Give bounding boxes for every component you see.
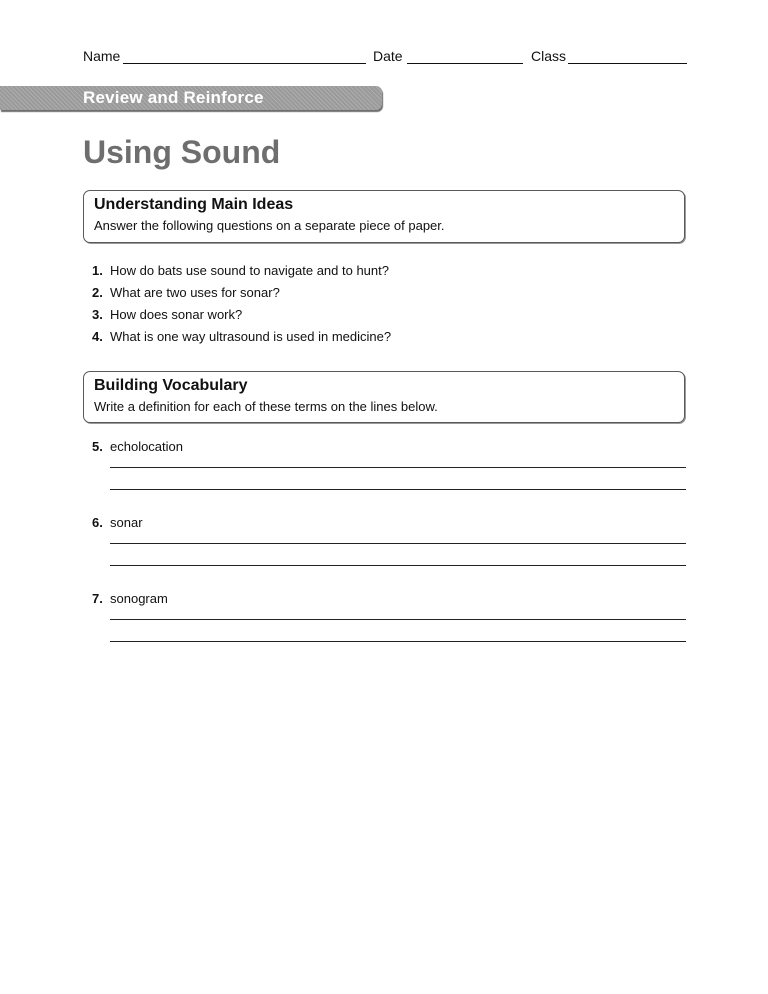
- vocabulary-box: [83, 371, 685, 423]
- date-label: Date: [373, 48, 403, 64]
- page-title: Using Sound: [83, 134, 281, 170]
- vocabulary-instruction: Write a definition for each of these terms on the lines below.: [94, 399, 438, 414]
- class-field: [531, 47, 687, 67]
- question-number: 1.: [92, 263, 103, 278]
- student-info-header: [83, 47, 687, 67]
- vocab-item: [92, 591, 686, 655]
- vocab-number: 6.: [92, 515, 103, 530]
- date-field: [373, 47, 523, 67]
- answer-line[interactable]: [110, 619, 686, 620]
- answer-line[interactable]: [110, 489, 686, 490]
- main-ideas-instruction: Answer the following questions on a separate piece of paper.: [94, 218, 445, 233]
- section-banner: [0, 86, 382, 110]
- question-text: How does sonar work?: [110, 307, 243, 322]
- vocabulary-heading: Building Vocabulary: [94, 377, 248, 394]
- question-number: 4.: [92, 329, 103, 344]
- vocab-term: sonogram: [110, 591, 168, 606]
- vocab-number: 5.: [92, 439, 103, 454]
- answer-line[interactable]: [110, 467, 686, 468]
- answer-line[interactable]: [110, 641, 686, 642]
- question-item: [92, 307, 682, 329]
- class-blank[interactable]: [568, 63, 687, 64]
- question-text: How do bats use sound to navigate and to hunt?: [110, 263, 389, 278]
- vocab-number: 7.: [92, 591, 103, 606]
- main-ideas-box: [83, 190, 685, 243]
- name-field: [83, 47, 366, 67]
- name-blank[interactable]: [123, 63, 366, 64]
- question-number: 3.: [92, 307, 103, 322]
- banner-text: Review and Reinforce: [83, 88, 264, 107]
- question-text: What are two uses for sonar?: [110, 285, 280, 300]
- main-ideas-heading: Understanding Main Ideas: [94, 196, 294, 213]
- name-label: Name: [83, 48, 121, 64]
- question-number: 2.: [92, 285, 103, 300]
- vocab-item: [92, 515, 686, 579]
- vocab-term: echolocation: [110, 439, 183, 454]
- answer-line[interactable]: [110, 565, 686, 566]
- date-blank[interactable]: [407, 63, 523, 64]
- question-item: [92, 263, 682, 285]
- question-item: [92, 285, 682, 307]
- vocab-term: sonar: [110, 515, 143, 530]
- answer-line[interactable]: [110, 543, 686, 544]
- question-item: [92, 329, 682, 351]
- vocab-item: [92, 439, 686, 503]
- question-list: [92, 263, 682, 351]
- class-label: Class: [531, 48, 567, 64]
- question-text: What is one way ultrasound is used in medicine?: [110, 329, 392, 344]
